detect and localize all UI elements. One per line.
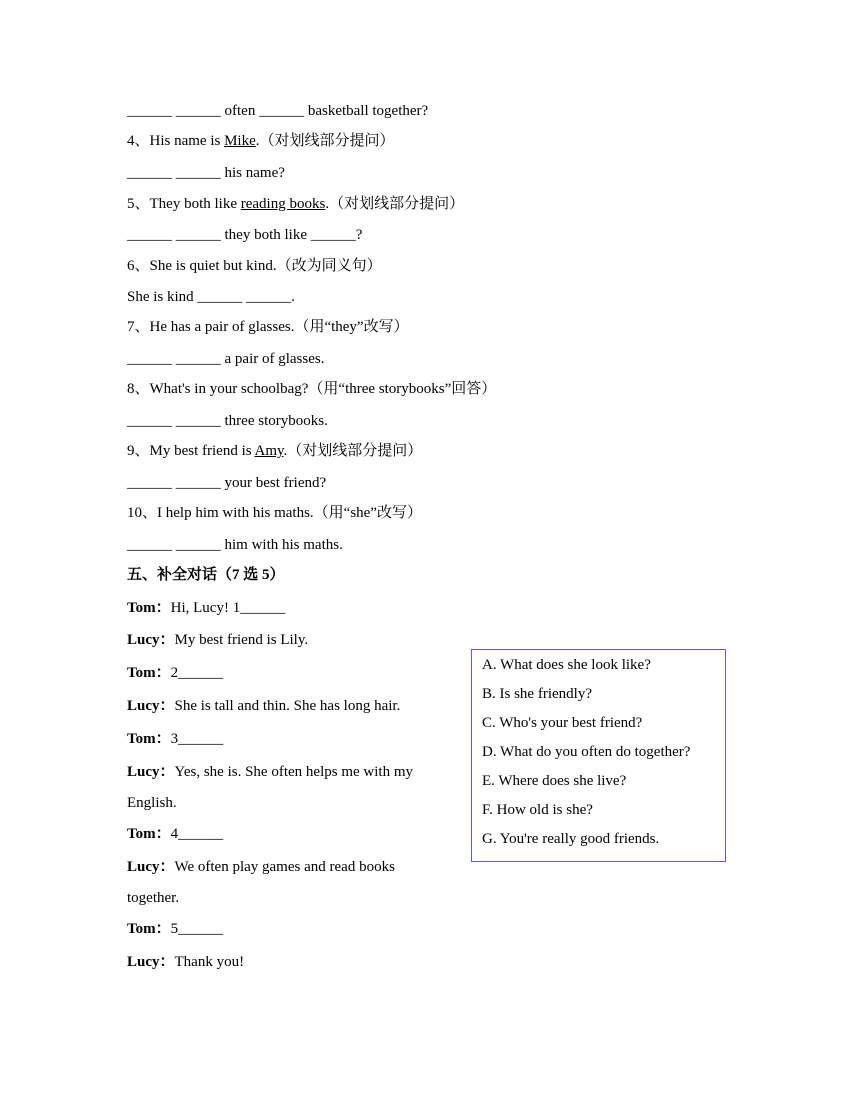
q5-underlined: reading books (240, 196, 326, 212)
q6-answer: She is kind ______ ______. (127, 289, 295, 305)
q10-prompt: 10、I help him with his maths.（用“she”改写） (127, 505, 422, 521)
option-d: D. What do you often do together? (482, 744, 691, 760)
speaker: Lucy： (127, 632, 175, 648)
speaker: Lucy： (127, 698, 175, 714)
q6-prompt: 6、She is quiet but kind.（改为同义句） (127, 258, 382, 274)
dialogue-text: together. (127, 890, 180, 906)
q10-answer: ______ ______ him with his maths. (127, 537, 343, 553)
q9-prompt (127, 441, 422, 461)
dialogue-line (127, 630, 308, 650)
speaker: Lucy： (127, 764, 175, 780)
q5-answer: ______ ______ they both like ______? (127, 227, 363, 243)
q4-underlined: Mike (224, 133, 256, 149)
dialogue-line (127, 762, 413, 782)
q9-underlined: Amy (254, 443, 284, 459)
q4-answer: ______ ______ his name? (127, 165, 285, 181)
dialogue-line (127, 696, 400, 716)
dialogue-line (127, 952, 244, 972)
option-f: F. How old is she? (482, 802, 593, 818)
option-c: C. Who's your best friend? (482, 715, 643, 731)
q8-prompt: 8、What's in your schoolbag?（用“three storybooks”回答） (127, 381, 497, 397)
dialogue-text: English. (127, 795, 177, 811)
dialogue-line (127, 663, 223, 683)
option-e: E. Where does she live? (482, 773, 627, 789)
options-box (471, 649, 726, 862)
speaker: Tom： (127, 921, 171, 937)
dialogue-text: We often play games and read books (174, 859, 395, 875)
speaker: Tom： (127, 665, 171, 681)
q3-answer-line (127, 101, 428, 121)
q9-prefix: 9、My best friend is (127, 443, 255, 459)
dialogue-line (127, 729, 223, 749)
q9-answer: ______ ______ your best friend? (127, 475, 327, 491)
dialogue-text: 5______ (170, 921, 224, 937)
dialogue-line (127, 598, 285, 618)
speaker: Lucy： (127, 954, 175, 970)
q9-suffix: .（对划线部分提问） (283, 443, 423, 459)
section-five-title: 五、补全对话（7 选 5） (127, 567, 285, 583)
dialogue-text: 3______ (170, 731, 224, 747)
option-b: B. Is she friendly? (482, 686, 592, 702)
option-g: G. You're really good friends. (482, 831, 660, 847)
q4-prefix: 4、His name is (127, 133, 225, 149)
dialogue-text: She is tall and thin. She has long hair. (174, 698, 401, 714)
q3-blanks: ______ ______ (127, 103, 221, 119)
speaker: Tom： (127, 826, 171, 842)
speaker: Tom： (127, 731, 171, 747)
dialogue-line (127, 888, 179, 908)
dialogue-text: Hi, Lucy! 1______ (170, 600, 286, 616)
q4-suffix: .（对划线部分提问） (255, 133, 395, 149)
q5-prompt (127, 194, 464, 214)
dialogue-text: Yes, she is. She often helps me with my (174, 764, 413, 780)
q3-text: often ______ basketball together? (220, 103, 429, 119)
dialogue-line (127, 793, 177, 813)
q8-answer: ______ ______ three storybooks. (127, 413, 328, 429)
q7-answer: ______ ______ a pair of glasses. (127, 351, 325, 367)
dialogue-line (127, 919, 223, 939)
q4-prompt (127, 131, 395, 151)
q5-prefix: 5、They both like (127, 196, 241, 212)
dialogue-line (127, 857, 395, 877)
dialogue-text: 4______ (170, 826, 224, 842)
speaker: Lucy： (127, 859, 175, 875)
q5-suffix: .（对划线部分提问） (325, 196, 465, 212)
dialogue-text: My best friend is Lily. (174, 632, 309, 648)
speaker: Tom： (127, 600, 171, 616)
q7-prompt: 7、He has a pair of glasses.（用“they”改写） (127, 319, 409, 335)
dialogue-line (127, 824, 223, 844)
dialogue-text: 2______ (170, 665, 224, 681)
option-a: A. What does she look like? (482, 657, 651, 673)
dialogue-text: Thank you! (174, 954, 245, 970)
